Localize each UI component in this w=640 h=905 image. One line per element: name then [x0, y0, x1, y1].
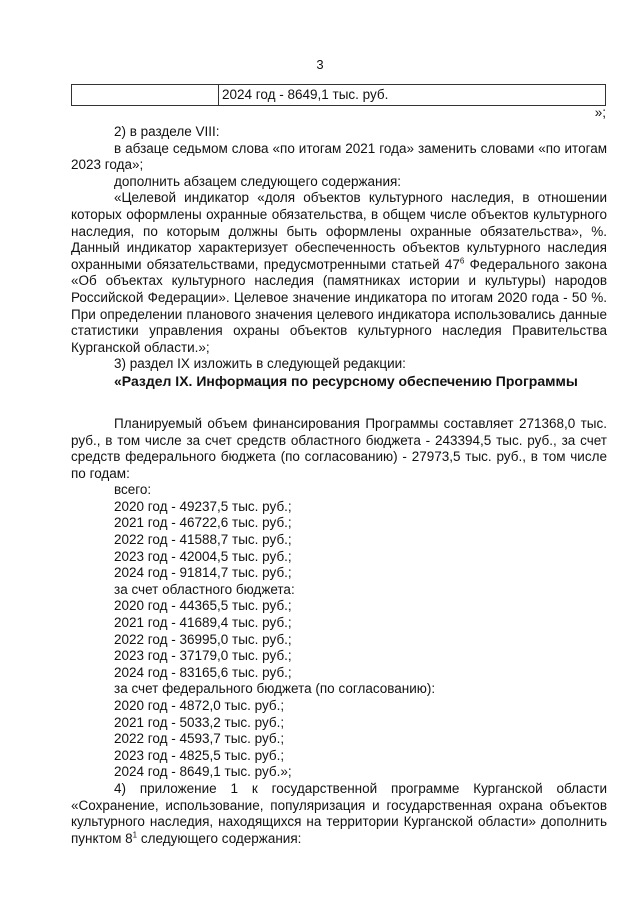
- item-superscript: 1: [132, 830, 138, 840]
- financing-paragraph: Планируемый объем финансирования Программы составляет 271368,0 тыс. руб., в том числе за счет средств областного бюджета - 243394,5 тыс. руб., за счет средств федерального бюджета (по согласованию) - 27973,5 тыс. руб., в том числе по годам:: [71, 415, 607, 481]
- section8-title: 2) в разделе VIII:: [114, 124, 220, 139]
- list-item: 2024 год - 83165,6 тыс. руб.;: [114, 664, 292, 680]
- table-cell-value: 2024 год - 8649,1 тыс. руб.: [219, 85, 606, 106]
- indicator-text-part2: Федерального закона «Об объектах культурного наследия (памятниках истории и культуры) народов Российской Федерации». Целевое значение индикатора по итогам 2020 года - 50 %. При определении планового значения целевого индикатора использовались данные статистики управления охраны объектов культурного наследия Правительства Курганской области.»;: [71, 256, 607, 355]
- section9-heading: «Раздел IX. Информация по ресурсному обеспечению Программы: [114, 372, 578, 389]
- list-item: 2024 год - 91814,7 тыс. руб.;: [114, 565, 292, 581]
- page-number: 3: [316, 57, 324, 72]
- list-item: 2022 год - 41588,7 тыс. руб.;: [114, 532, 292, 548]
- list-item: 2022 год - 36995,0 тыс. руб.;: [114, 631, 292, 647]
- list-item: 2023 год - 37179,0 тыс. руб.;: [114, 648, 292, 664]
- list-item: 2020 год - 49237,5 тыс. руб.;: [114, 498, 292, 514]
- federal-label: за счет федерального бюджета (по согласованию):: [114, 681, 436, 697]
- article-superscript: 6: [459, 256, 465, 266]
- item4-paragraph: [71, 781, 607, 847]
- regional-label: за счет областного бюджета:: [114, 581, 295, 597]
- list-item: 2021 год - 41689,4 тыс. руб.;: [114, 615, 292, 631]
- list-item: 2021 год - 46722,6 тыс. руб.;: [114, 515, 292, 531]
- list-item: 2024 год - 8649,1 тыс. руб.»;: [114, 764, 292, 780]
- section8-paragraph-2: дополнить абзацем следующего содержания:: [114, 173, 402, 189]
- document-body: [71, 124, 607, 847]
- indicator-text-part1: «Целевой индикатор «доля объектов культурного наследия, в отношении которых оформлены охранные обязательства, в общем числе объектов культурного наследия, по которым должны быть оформлены охранные обязательства», %. Данный индикатор характеризует обеспеченность объектов культурного наследия охранными обязательствами, предусмотренными статьей 47: [71, 190, 607, 272]
- item4-text-part2: следующего содержания:: [137, 830, 302, 846]
- list-item: 2022 год - 4593,7 тыс. руб.;: [114, 731, 285, 747]
- budget-table-fragment: [71, 84, 606, 106]
- closing-quote: »;: [594, 105, 606, 120]
- list-item: 2023 год - 42004,5 тыс. руб.;: [114, 548, 292, 564]
- section8-paragraph-1: в абзаце седьмом слова «по итогам 2021 года» заменить словами «по итогам 2023 года»;: [71, 140, 607, 173]
- section9-intro: 3) раздел IX изложить в следующей редакции:: [114, 356, 406, 372]
- table-row: [72, 85, 606, 106]
- total-label: всего:: [114, 482, 152, 498]
- list-item: 2021 год - 5033,2 тыс. руб.;: [114, 714, 285, 730]
- section8-indicator-paragraph: [71, 190, 607, 356]
- list-item: 2020 год - 4872,0 тыс. руб.;: [114, 698, 285, 713]
- table-cell-empty: [72, 85, 219, 106]
- item4-text-part1: 4) приложение 1 к государственной программе Курганской области «Сохранение, использование, популяризация и государственная охрана объектов культурного наследия, находящихся на территории Курганской области» дополнить пунктом 8: [71, 780, 607, 846]
- list-item: 2020 год - 44365,5 тыс. руб.;: [114, 598, 292, 614]
- list-item: 2023 год - 4825,5 тыс. руб.;: [114, 747, 285, 763]
